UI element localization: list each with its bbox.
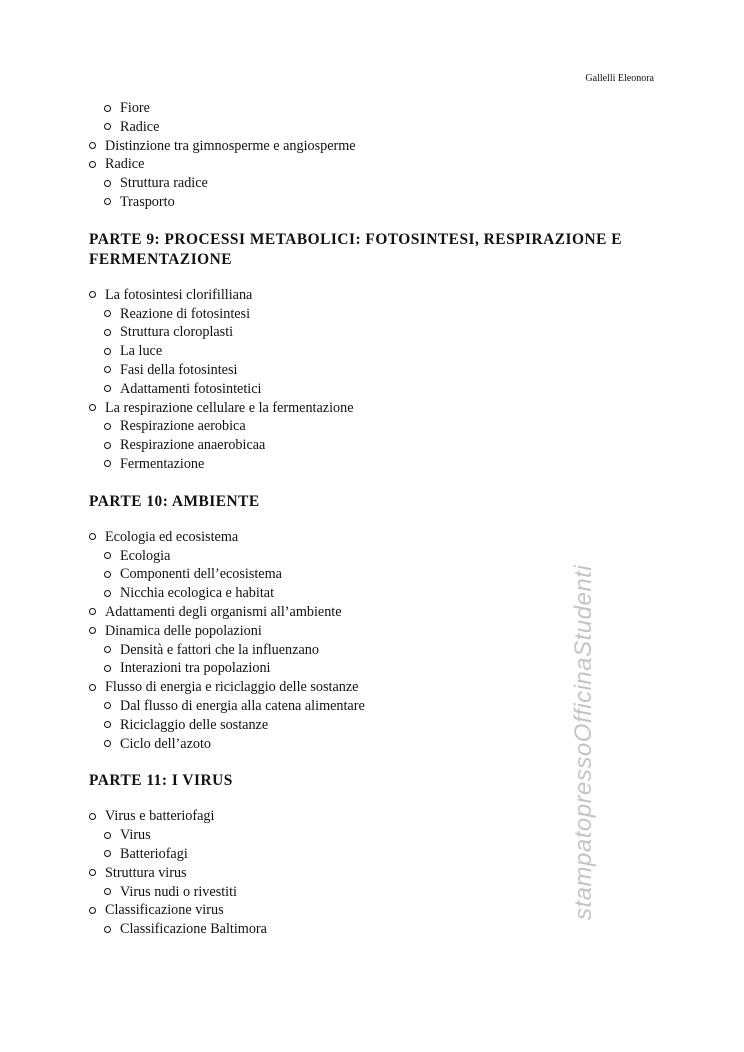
list-item: Radice (89, 155, 669, 174)
list-item: Adattamenti fotosintetici (89, 380, 669, 399)
list-item: Nicchia ecologica e habitat (89, 584, 669, 603)
list-item: Flusso di energia e riciclaggio delle sostanze (89, 678, 669, 697)
list-item: Interazioni tra popolazioni (89, 659, 669, 678)
list-item: La luce (89, 342, 669, 361)
list-item: Riciclaggio delle sostanze (89, 716, 669, 735)
list-item: Fermentazione (89, 455, 669, 474)
list-item: Batteriofagi (89, 845, 669, 864)
list-item: Classificazione virus (89, 901, 669, 920)
list-item: Classificazione Baltimora (89, 920, 669, 939)
list-item: Densità e fattori che la influenzano (89, 641, 669, 660)
header-author: Gallelli Eleonora (585, 73, 654, 84)
list-item: Reazione di fotosintesi (89, 305, 669, 324)
section-heading: PARTE 10: AMBIENTE (89, 492, 260, 510)
list-item: Virus nudi o rivestiti (89, 883, 669, 902)
list-item: Fiore (89, 99, 669, 118)
intro-list (89, 99, 669, 212)
list-item: La respirazione cellulare e la fermentazione (89, 399, 669, 418)
list-item: La fotosintesi clorifilliana (89, 286, 669, 305)
list-item: Adattamenti degli organismi all’ambiente (89, 603, 669, 622)
list-item: Ecologia ed ecosistema (89, 528, 669, 547)
list-item: Virus e batteriofagi (89, 807, 669, 826)
list-item: Struttura radice (89, 174, 669, 193)
list-item: Ciclo dell’azoto (89, 735, 669, 754)
list-item: Distinzione tra gimnosperme e angiosperme (89, 137, 669, 156)
list-item: Ecologia (89, 547, 669, 566)
list-item: Radice (89, 118, 669, 137)
list-item: Dal flusso di energia alla catena alimentare (89, 697, 669, 716)
list-item: Trasporto (89, 193, 669, 212)
list-item: Struttura cloroplasti (89, 323, 669, 342)
list-item: Fasi della fotosintesi (89, 361, 669, 380)
list-item: Struttura virus (89, 864, 669, 883)
watermark-text: stampatopressoOfficinaStudenti (570, 564, 597, 920)
section-parte-9 (89, 230, 669, 474)
list-item: Dinamica delle popolazioni (89, 622, 669, 641)
list-item: Virus (89, 826, 669, 845)
list-item: Respirazione aerobica (89, 417, 669, 436)
list-item: Respirazione anaerobicaa (89, 436, 669, 455)
section-heading: PARTE 11: I VIRUS (89, 772, 233, 790)
list-item: Componenti dell’ecosistema (89, 565, 669, 584)
section-heading: PARTE 9: PROCESSI METABOLICI: FOTOSINTESI, RESPIRAZIONE E FERMENTAZIONE (89, 230, 622, 268)
